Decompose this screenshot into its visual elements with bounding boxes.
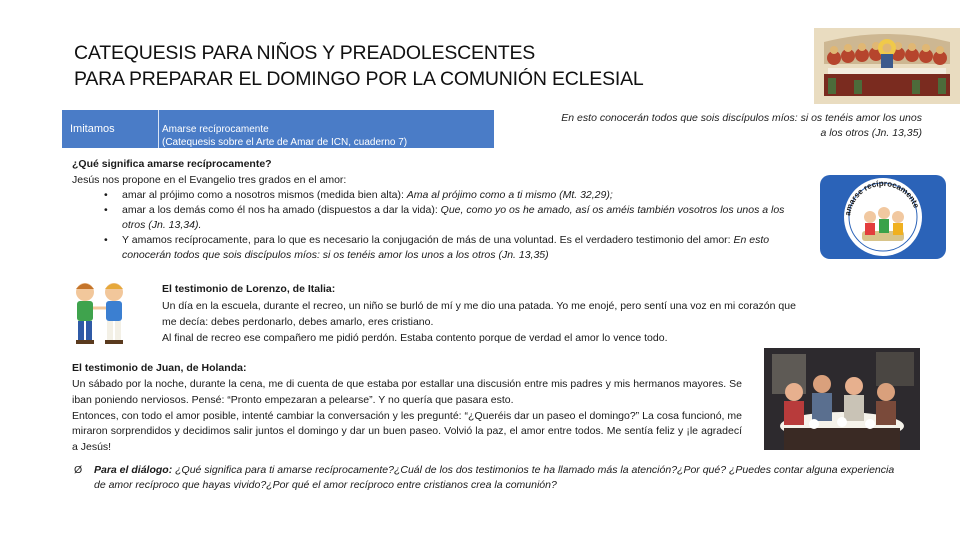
paragraph: Al final de recreo ese compañero me pidió perdón. Estaba contento porque de verdad el amor lo vence todo. [162, 332, 668, 344]
section-cell [62, 110, 159, 148]
list-item [104, 203, 794, 233]
item-citation: Que, como yo os he amado, así os améis también vosotros los unos a los otros (Jn. 13,34). [122, 204, 785, 231]
list-item [104, 233, 794, 263]
bullet: • [104, 234, 108, 246]
paragraph: Un día en la escuela, durante el recreo, un niño se burló de mí y me dio una patada. Yo me enojé, pero sentí una voz en mi corazón que me decía: debes perdonarlo, debes amarlo, eres cristiano. [162, 300, 796, 328]
bullet: • [104, 189, 108, 201]
item-text: amar al prójimo como a nosotros mismos (medida bien alta): [122, 189, 407, 201]
item-citation: Ama al prójimo como a ti mismo (Mt. 32,29); [406, 189, 613, 201]
dialogue-questions: ¿Qué significa para ti amarse recíprocamente?¿Cuál de los dos testimonios te ha llamado más la atención?¿Por qué? ¿Puedes contar alguna experiencia de amor recíproco que hayas vivido?¿Por qué el amor recíproco entre cristianos crea la comunión? [94, 464, 895, 491]
dialogue-text [94, 463, 904, 493]
item-text: Y amamos recíprocamente, para lo que es necesario la conjugación de más de una voluntad. Es el verdadero testimonio del amor: [122, 234, 734, 246]
title-line-1: CATEQUESIS PARA NIÑOS Y PREADOLESCENTES [74, 42, 536, 64]
bullet: • [104, 204, 108, 216]
lorenzo-testimony-text [162, 298, 802, 346]
dialogue-prompt [74, 463, 904, 493]
arrow-bullet-icon: Ø [74, 464, 83, 476]
item-citation: En esto conocerán todos que sois discípulos míos: si os tenéis amor los unos a los otros (Jn. 13,35) [122, 234, 770, 261]
title-line-2: PARA PREPARAR EL DOMINGO POR LA COMUNIÓN ECLESIAL [74, 68, 644, 90]
love-grades-list [104, 188, 794, 263]
kids-holding-hands-illustration [66, 280, 134, 350]
scripture-quote: En esto conocerán todos que sois discípulos míos: si os tenéis amor los unos a los otros (Jn. 13,35) [561, 112, 922, 139]
last-supper-painting [814, 28, 960, 104]
badge-text: amarse recíprocamente [843, 178, 921, 217]
section-header-bar [62, 110, 494, 148]
topic-label: Amarse recíprocamente [162, 124, 269, 135]
page-title [74, 40, 644, 92]
lorenzo-testimony-title: El testimonio de Lorenzo, de Italia: [162, 283, 336, 295]
juan-testimony-title: El testimonio de Juan, de Holanda: [72, 362, 247, 374]
question-title: ¿Qué significa amarse recíprocamente? [72, 158, 272, 170]
family-dinner-illustration [764, 348, 920, 450]
juan-testimony-text [72, 377, 742, 456]
list-item [104, 188, 794, 203]
item-text: amar a los demás como él nos ha amado (dispuestos a dar la vida): [122, 204, 441, 216]
section-label: Imitamos [70, 123, 115, 135]
paragraph: Entonces, con todo el amor posible, intenté cambiar la conversación y les pregunté: “¿Queréis dar un paseo el domingo?” La cosa funcionó, me miraron sorprendidos y decidimos salir juntos el domingo y dar un buen paseo. Volvió la paz, el amor entre todos. Me sentía feliz y ¡le agradecí a Jesús! [72, 409, 742, 454]
dialogue-label: Para el diálogo: [94, 464, 176, 476]
source-label: (Catequesis sobre el Arte de Amar de ICN, cuaderno 7) [162, 137, 408, 148]
reciprocal-love-badge [820, 175, 946, 259]
paragraph: Un sábado por la noche, durante la cena, me di cuenta de que estaba por estallar una discusión entre mis padres y mis hermanos mayores. Se iban poniendo nerviosos. Pensé: “Pronto empezaran a pelearse”. Y no quería que pasara esto. [72, 378, 742, 406]
question-intro: Jesús nos propone en el Evangelio tres grados en el amor: [72, 174, 347, 186]
